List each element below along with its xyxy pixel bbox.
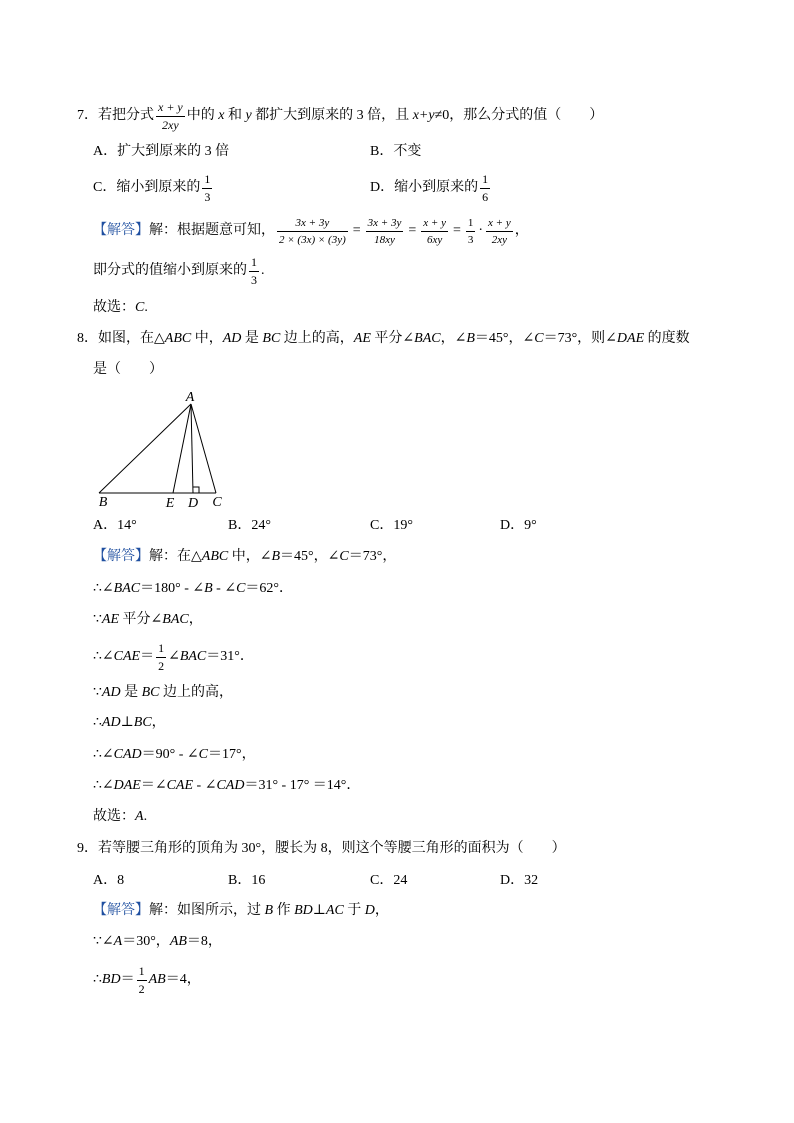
stem-text: 是（ ）: [93, 362, 163, 377]
fraction-numerator: 3x + 3y: [277, 217, 348, 232]
solution-text: ∠: [168, 649, 180, 664]
q7-solution-line-2: [93, 251, 265, 291]
fraction-numerator: x + y: [421, 217, 448, 232]
math-expression: x+y: [412, 108, 435, 123]
math-variable: AD: [222, 331, 242, 346]
fraction-numerator: 1: [156, 642, 166, 658]
answer-tag: 【解答】: [93, 223, 149, 238]
math-variable: BC: [133, 715, 152, 730]
fraction: [156, 642, 166, 673]
bisector-ae: [173, 404, 191, 493]
solution-text: ∵: [93, 612, 102, 627]
question-number: 8．: [77, 331, 98, 346]
math-variable: BC: [262, 331, 281, 346]
solution-text: ∵: [93, 685, 102, 700]
option-text: D．缩小到原来的: [370, 180, 479, 195]
math-variable: BAC: [162, 612, 189, 627]
fraction: [480, 173, 490, 204]
fraction-numerator: 1: [466, 217, 476, 232]
option-text: B．不变: [370, 144, 422, 159]
fraction-numerator: 1: [137, 965, 147, 981]
solution-text: ＝4，: [165, 972, 201, 987]
math-variable: B: [466, 331, 475, 346]
q8-triangle-figure: [90, 385, 240, 513]
q9-stem: [77, 829, 566, 869]
solution-text: ＝30°，: [122, 934, 170, 949]
math-variable: ABC: [164, 331, 192, 346]
solution-text: ∴: [93, 715, 102, 730]
option-text: B．16: [228, 873, 266, 888]
solution-text: ∴∠: [93, 747, 114, 762]
math-variable: AE: [353, 331, 371, 346]
stem-text: 若等腰三角形的顶角为 30°，腰长为 8，则这个等腰三角形的面积为（ ）: [98, 841, 566, 856]
q9-option-d: [500, 861, 538, 901]
stem-text: 是: [241, 331, 263, 346]
solution-text: 边上的高，: [159, 685, 233, 700]
fraction-denominator: 2xy: [162, 117, 179, 132]
stem-text: ＝73°，则∠: [543, 331, 617, 346]
stem-text: 中，: [191, 331, 223, 346]
math-variable: AD: [101, 685, 121, 700]
question-number: 9．: [77, 841, 98, 856]
multiply-dot: ·: [478, 223, 484, 238]
vertex-label-c: C: [212, 495, 222, 510]
fraction-denominator: 6xy: [426, 233, 443, 246]
option-text: D．9°: [500, 518, 537, 533]
solution-text: 中，∠: [228, 549, 272, 564]
stem-text: 边上的高，: [280, 331, 354, 346]
math-variable: AB: [148, 972, 166, 987]
solution-text: ，: [374, 903, 389, 918]
solution-text: ＝31°．: [206, 649, 254, 664]
solution-text: ＝90° - ∠: [141, 747, 199, 762]
solution-text: ＝8，: [186, 934, 222, 949]
stem-text: ≠0，那么分式的值（ ）: [434, 108, 604, 123]
solution-text: ＝: [120, 972, 135, 987]
option-text: A．8: [93, 873, 125, 888]
fraction: [277, 217, 348, 246]
stem-text: 若把分式: [98, 108, 154, 123]
side-ab: [99, 404, 191, 493]
answer-choice: A: [135, 809, 144, 824]
solution-text: ，: [514, 223, 529, 238]
q7-option-b: [370, 132, 421, 172]
fraction-denominator: 2 × (3x) × (3y): [279, 233, 346, 246]
solution-text: ＝180° - ∠: [140, 581, 205, 596]
stem-text: ，∠: [440, 331, 467, 346]
stem-text: 和: [224, 108, 246, 123]
q9-solution-line-2: [93, 922, 222, 962]
math-variable: AE: [101, 612, 120, 627]
stem-text: 平分∠: [370, 331, 415, 346]
fraction: [156, 101, 185, 132]
fraction: [137, 965, 147, 996]
solution-text: 平分∠: [119, 612, 163, 627]
equals-sign: =: [408, 223, 417, 238]
math-variable: B: [271, 549, 281, 564]
solution-text: ∵∠: [93, 934, 114, 949]
solution-text: 解：如图所示，过: [149, 903, 265, 918]
q8-solution-line-3: [93, 600, 203, 640]
math-variable: C: [236, 581, 246, 596]
solution-text: 解：根据题意可知，: [149, 223, 275, 238]
math-variable: CAE: [166, 778, 194, 793]
q7-option-a: [93, 132, 229, 172]
fraction: [249, 256, 259, 287]
solution-text: .: [143, 809, 148, 824]
math-variable: CAE: [113, 649, 141, 664]
solution-text: ∴∠: [93, 581, 114, 596]
solution-text: 故选：: [93, 809, 135, 824]
solution-text: ＝45°，∠: [280, 549, 340, 564]
solution-text: ∴: [93, 972, 102, 987]
option-text: C．24: [370, 873, 408, 888]
q8-solution-line-4: [93, 637, 254, 677]
solution-text: - ∠: [212, 581, 237, 596]
fraction-numerator: 1: [480, 173, 490, 189]
point-label-d: D: [187, 496, 199, 511]
math-variable: BC: [141, 685, 160, 700]
side-ac: [191, 404, 216, 493]
fraction: [202, 173, 212, 204]
fraction-numerator: 1: [202, 173, 212, 189]
fraction: [421, 217, 448, 246]
stem-text: 中的: [186, 108, 219, 123]
stem-text: 如图，在△: [98, 331, 165, 346]
stem-text: ＝45°，∠: [474, 331, 535, 346]
fraction-numerator: x + y: [156, 101, 185, 117]
math-variable: C: [339, 549, 349, 564]
math-variable: BAC: [179, 649, 207, 664]
q7-option-d: [370, 168, 492, 208]
math-variable: CAD: [113, 747, 142, 762]
solution-text: 于: [343, 903, 365, 918]
equals-sign: =: [352, 223, 361, 238]
solution-text: ∴∠: [93, 778, 114, 793]
math-variable: BD: [101, 972, 121, 987]
math-variable: CAD: [216, 778, 245, 793]
fraction-denominator: 6: [482, 189, 489, 204]
perpendicular-symbol: ⊥: [312, 903, 326, 918]
solution-text: ＝62°．: [245, 581, 294, 596]
perpendicular-symbol: ⊥: [120, 715, 134, 730]
q9-solution-line-3: [93, 960, 201, 1000]
option-text: A．14°: [93, 518, 137, 533]
fraction-denominator: 3: [467, 233, 474, 246]
answer-choice: C: [135, 300, 145, 315]
math-variable: B: [204, 581, 213, 596]
solution-text: ，: [151, 715, 166, 730]
solution-text: 即分式的值缩小到原来的: [93, 263, 247, 278]
question-number: 7．: [77, 108, 98, 123]
math-variable: A: [113, 934, 123, 949]
fraction-numerator: 3x + 3y: [366, 217, 404, 232]
math-variable: AC: [325, 903, 344, 918]
option-text: D．32: [500, 873, 539, 888]
fraction-numerator: 1: [249, 256, 259, 272]
fraction-denominator: 3: [251, 272, 257, 287]
solution-text: ，: [188, 612, 203, 627]
fraction-denominator: 18xy: [374, 233, 395, 246]
point-label-e: E: [165, 496, 175, 511]
vertex-label-a: A: [185, 390, 195, 405]
fraction-denominator: 2: [158, 658, 165, 673]
altitude-ad: [191, 404, 193, 493]
math-variable: AB: [169, 934, 187, 949]
q7-solution-line-1: [93, 211, 529, 251]
answer-tag: 【解答】: [93, 903, 149, 918]
q8-stem-line-2: [93, 350, 163, 390]
math-variable: AD: [101, 715, 121, 730]
solution-text: 故选：: [93, 300, 135, 315]
math-variable: BAC: [113, 581, 141, 596]
math-variable: DAE: [616, 331, 645, 346]
solution-text: - ∠: [193, 778, 217, 793]
fraction: [366, 217, 404, 246]
equals-sign: =: [452, 223, 461, 238]
solution-text: ＝: [140, 649, 155, 664]
solution-text: .: [261, 263, 265, 278]
math-variable: B: [264, 903, 274, 918]
fraction-numerator: x + y: [486, 217, 513, 232]
option-text: B．24°: [228, 518, 271, 533]
math-variable: C: [198, 747, 208, 762]
math-variable: DAE: [113, 778, 141, 793]
math-variable: BD: [294, 903, 313, 918]
option-text: C．缩小到原来的: [93, 180, 201, 195]
solution-text: 是: [120, 685, 142, 700]
q8-stem-line-1: [77, 319, 690, 359]
math-variable: C: [534, 331, 544, 346]
math-variable: y: [245, 108, 252, 123]
q8-option-d: [500, 506, 537, 546]
solution-text: ∴∠: [93, 649, 114, 664]
solution-text: ＝73°，: [348, 549, 397, 564]
solution-text: .: [144, 300, 148, 315]
fraction: [486, 217, 513, 246]
solution-text: 作: [273, 903, 295, 918]
solution-text: 解：在△: [149, 549, 202, 564]
fraction-denominator: 3: [204, 189, 211, 204]
math-variable: D: [364, 903, 375, 918]
answer-tag: 【解答】: [93, 549, 149, 564]
option-text: A．扩大到原来的 3 倍: [93, 144, 230, 159]
fraction-denominator: 2xy: [491, 233, 507, 246]
stem-text: 的度数: [644, 331, 690, 346]
solution-text: ＝∠: [140, 778, 167, 793]
q7-stem: [77, 96, 603, 136]
option-text: C．19°: [370, 518, 413, 533]
fraction-denominator: 2: [138, 981, 145, 996]
right-angle-mark: [193, 487, 199, 493]
vertex-label-b: B: [98, 495, 108, 510]
math-variable: x: [218, 108, 225, 123]
math-variable: ABC: [201, 549, 229, 564]
q7-option-c: [93, 168, 214, 208]
math-variable: BAC: [414, 331, 441, 346]
solution-text: ＝31° - 17° ＝14°．: [244, 778, 361, 793]
fraction: [466, 217, 476, 246]
stem-text: 都扩大到原来的 3 倍，且: [251, 108, 413, 123]
solution-text: ＝17°，: [207, 747, 256, 762]
